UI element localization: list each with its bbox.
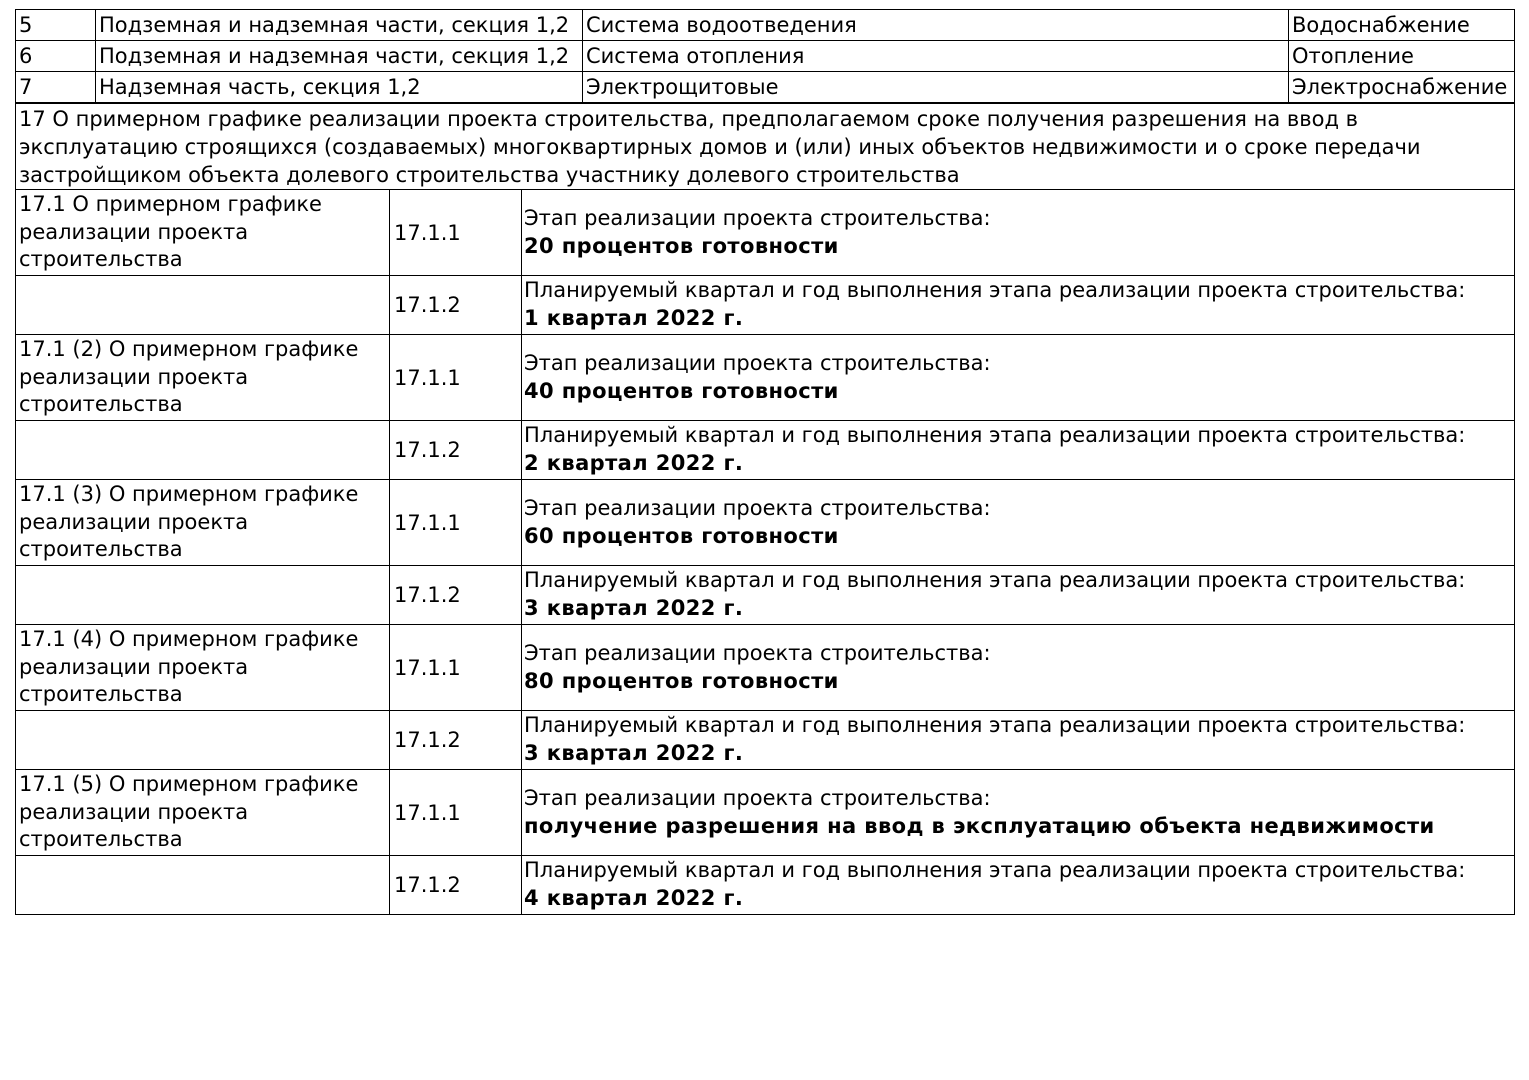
stage-value: 20 процентов готовности [524, 233, 839, 258]
row-number: 5 [16, 10, 96, 41]
stage-group-label: 17.1 (3) О примерном графике реализации проекта строительства [16, 480, 390, 566]
stage-cell [522, 190, 1515, 276]
stage-value: 80 процентов готовности [524, 668, 839, 693]
table-row [16, 711, 1515, 770]
stage-cell [522, 480, 1515, 566]
system-name: Система водоотведения [583, 10, 1289, 41]
item-number: 17.1.2 [390, 856, 522, 915]
item-number: 17.1.1 [390, 480, 522, 566]
table-row [16, 856, 1515, 915]
item-number: 17.1.2 [390, 421, 522, 480]
item-number: 17.1.1 [390, 625, 522, 711]
quarter-label: Планируемый квартал и год выполнения этапа реализации проекта строительства: [524, 713, 1466, 737]
item-number: 17.1.1 [390, 335, 522, 421]
stage-group-label: 17.1 О примерном графике реализации проекта строительства [16, 190, 390, 276]
table-row [16, 566, 1515, 625]
empty-cell [16, 566, 390, 625]
table-row [16, 625, 1515, 711]
quarter-value: 3 квартал 2022 г. [524, 741, 744, 765]
section-header-row [16, 104, 1515, 190]
item-number: 17.1.2 [390, 276, 522, 335]
system-name: Система отопления [583, 41, 1289, 72]
table-row [16, 10, 1515, 41]
stage-cell [522, 335, 1515, 421]
quarter-label: Планируемый квартал и год выполнения этапа реализации проекта строительства: [524, 278, 1466, 302]
quarter-label: Планируемый квартал и год выполнения этапа реализации проекта строительства: [524, 858, 1466, 882]
document-page [15, 9, 1514, 915]
row-number: 6 [16, 41, 96, 72]
building-part: Подземная и надземная части, секция 1,2 [96, 41, 583, 72]
table-row [16, 335, 1515, 421]
empty-cell [16, 711, 390, 770]
section-17-title: 17 О примерном графике реализации проекта строительства, предполагаемом сроке получения разрешения на ввод в эксплуатацию строящихся (создаваемых) многоквартирных домов и (или) иных объектов недвижимости и о сроке передачи застройщиком объекта долевого строительства участнику долевого строительства [16, 104, 1515, 190]
table-row [16, 72, 1515, 103]
system-type: Отопление [1289, 41, 1515, 72]
quarter-value: 1 квартал 2022 г. [524, 306, 744, 330]
building-part: Надземная часть, секция 1,2 [96, 72, 583, 103]
quarter-value: 3 квартал 2022 г. [524, 596, 744, 620]
system-type: Электроснабжение [1289, 72, 1515, 103]
table-row [16, 770, 1515, 856]
item-number: 17.1.2 [390, 711, 522, 770]
quarter-cell [522, 711, 1515, 770]
stage-cell [522, 770, 1515, 856]
stage-value: 60 процентов готовности [524, 523, 839, 548]
stage-group-label: 17.1 (5) О примерном графике реализации проекта строительства [16, 770, 390, 856]
stage-group-label: 17.1 (2) О примерном графике реализации проекта строительства [16, 335, 390, 421]
row-number: 7 [16, 72, 96, 103]
stage-label: Этап реализации проекта строительства: [524, 495, 991, 520]
empty-cell [16, 276, 390, 335]
system-type: Водоснабжение [1289, 10, 1515, 41]
stage-label: Этап реализации проекта строительства: [524, 350, 991, 375]
quarter-cell [522, 856, 1515, 915]
table-row [16, 190, 1515, 276]
quarter-cell [522, 421, 1515, 480]
empty-cell [16, 421, 390, 480]
engineering-systems-table [15, 9, 1515, 103]
empty-cell [16, 856, 390, 915]
item-number: 17.1.1 [390, 770, 522, 856]
item-number: 17.1.1 [390, 190, 522, 276]
quarter-value: 4 квартал 2022 г. [524, 886, 744, 910]
table-row [16, 41, 1515, 72]
item-number: 17.1.2 [390, 566, 522, 625]
stage-value: 40 процентов готовности [524, 378, 839, 403]
quarter-value: 2 квартал 2022 г. [524, 451, 744, 475]
building-part: Подземная и надземная части, секция 1,2 [96, 10, 583, 41]
table-row [16, 421, 1515, 480]
stage-label: Этап реализации проекта строительства: [524, 640, 991, 665]
quarter-label: Планируемый квартал и год выполнения этапа реализации проекта строительства: [524, 423, 1466, 447]
stage-value: получение разрешения на ввод в эксплуатацию объекта недвижимости [524, 813, 1435, 838]
stage-label: Этап реализации проекта строительства: [524, 205, 991, 230]
stage-label: Этап реализации проекта строительства: [524, 785, 991, 810]
construction-schedule-table [15, 103, 1515, 915]
table-row [16, 276, 1515, 335]
table-row [16, 480, 1515, 566]
quarter-label: Планируемый квартал и год выполнения этапа реализации проекта строительства: [524, 568, 1466, 592]
system-name: Электрощитовые [583, 72, 1289, 103]
stage-group-label: 17.1 (4) О примерном графике реализации проекта строительства [16, 625, 390, 711]
quarter-cell [522, 276, 1515, 335]
stage-cell [522, 625, 1515, 711]
quarter-cell [522, 566, 1515, 625]
